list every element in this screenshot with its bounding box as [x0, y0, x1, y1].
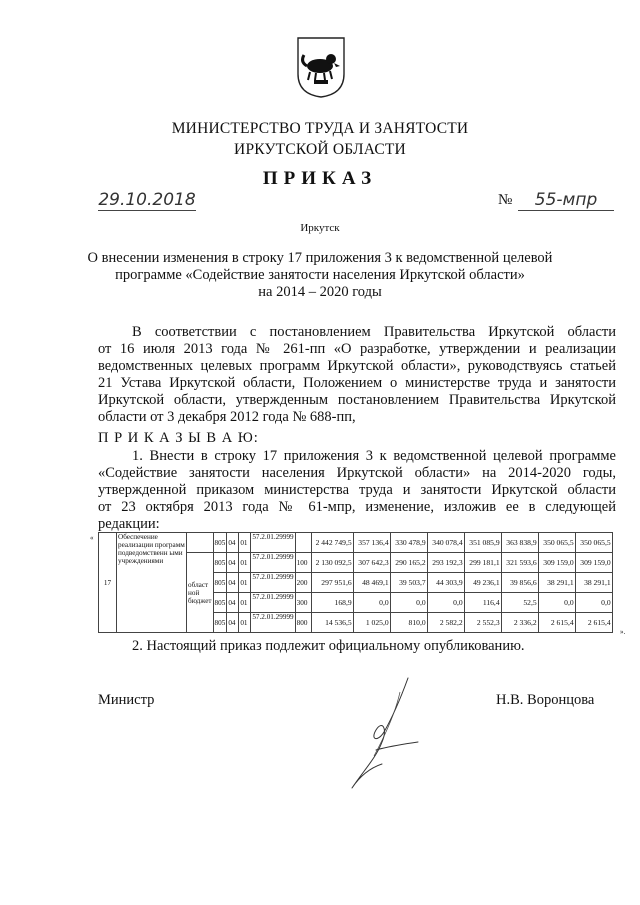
table-cell: 01 — [239, 613, 251, 633]
paragraph-line: области от 3 декабря 2012 года № 688-пп, — [98, 409, 356, 425]
table-cell: 2 615,4 — [538, 613, 575, 633]
table-cell: 307 642,3 — [353, 553, 390, 573]
table-cell: 01 — [239, 593, 251, 613]
budget-source: област ной бюджет — [187, 553, 214, 633]
table-cell: 52,5 — [501, 593, 538, 613]
subject-line: программе «Содействие занятости населения Иркутской области» — [115, 267, 525, 283]
paragraph-line: В соответствии с постановлением Правительства Иркутской области — [132, 324, 616, 340]
table-cell: 293 192,3 — [427, 553, 464, 573]
table-cell: 39 856,6 — [501, 573, 538, 593]
table-cell: 100 — [295, 553, 311, 573]
table-cell: 57.2.01.29999 — [251, 573, 295, 593]
table-cell: 57.2.01.29999 — [251, 533, 295, 553]
paragraph-line: редакции: — [98, 516, 160, 532]
table-cell: 14 536,5 — [311, 613, 353, 633]
table-cell: 57.2.01.29999 — [251, 593, 295, 613]
table-cell: 810,0 — [390, 613, 427, 633]
ministry-name-line1: МИНИСТЕРСТВО ТРУДА И ЗАНЯТОСТИ — [171, 120, 469, 137]
table-cell: 2 442 749,5 — [311, 533, 353, 553]
table-cell: 0,0 — [575, 593, 612, 613]
table-cell: 38 291,1 — [538, 573, 575, 593]
table-cell: 39 503,7 — [390, 573, 427, 593]
paragraph-line: 21 Устава Иркутской области, Положением о министерстве труда и занятости — [98, 375, 616, 391]
document-type-title: ПРИКАЗ — [262, 168, 378, 189]
paragraph-line: от 16 июля 2013 года № 261-пп «О разработке, утверждении и реализации — [98, 341, 616, 357]
table-cell: 2 130 092,5 — [311, 553, 353, 573]
table-cell: 0,0 — [390, 593, 427, 613]
table-cell: 299 181,1 — [464, 553, 501, 573]
paragraph-line: ведомственных целевых программ Иркутской области», руководствуясь статьей — [98, 358, 616, 374]
close-quote: ». — [620, 628, 626, 636]
table-cell: 1 025,0 — [353, 613, 390, 633]
table-cell: 350 065,5 — [575, 533, 612, 553]
table-cell: 04 — [227, 533, 239, 553]
table-cell: 805 — [213, 593, 227, 613]
table-row — [99, 533, 613, 553]
document-number: 55-мпр — [518, 190, 614, 211]
table-cell: 01 — [239, 533, 251, 553]
table-cell: 363 838,9 — [501, 533, 538, 553]
table-cell: 168,9 — [311, 593, 353, 613]
table-cell: 44 303,9 — [427, 573, 464, 593]
table-cell: 2 582,2 — [427, 613, 464, 633]
handwritten-signature — [330, 670, 440, 800]
ministry-name-line2: ИРКУТСКОЙ ОБЛАСТИ — [234, 141, 406, 158]
table-cell: 116,4 — [464, 593, 501, 613]
table-cell: 800 — [295, 613, 311, 633]
table-cell: 2 336,2 — [501, 613, 538, 633]
table-cell: 351 085,9 — [464, 533, 501, 553]
table-cell: 340 078,4 — [427, 533, 464, 553]
paragraph-line: утвержденной приказом министерства труда и занятости Иркутской области — [98, 482, 616, 498]
empty-cell — [187, 533, 214, 553]
signatory-name: Н.В. Воронцова — [496, 692, 595, 708]
clause-1-paragraph — [98, 448, 616, 533]
table-cell: 01 — [239, 573, 251, 593]
paragraph-line: Иркутской области, утвержденным постановлением Правительства Иркутской — [98, 392, 616, 408]
coat-of-arms-emblem — [296, 36, 346, 98]
table-cell: 0,0 — [538, 593, 575, 613]
table-cell: 04 — [227, 553, 239, 573]
table-cell: 309 159,0 — [575, 553, 612, 573]
order-word: П Р И К А З Ы В А Ю: — [98, 430, 259, 446]
clause-2-paragraph: 2. Настоящий приказ подлежит официальному опубликованию. — [132, 638, 525, 654]
table-cell: 330 478,9 — [390, 533, 427, 553]
paragraph-line: 1. Внести в строку 17 приложения 3 к ведомственной целевой программе — [132, 448, 616, 464]
order-subject — [80, 250, 560, 301]
subject-line: на 2014 – 2020 годы — [258, 284, 382, 300]
table-cell: 57.2.01.29999 — [251, 553, 295, 573]
table-cell: 48 469,1 — [353, 573, 390, 593]
signatory-position: Министр — [98, 692, 155, 708]
paragraph-line: от 23 октября 2013 года № 61-мпр, изменение, изложив ее в следующей — [98, 499, 616, 515]
table-cell: 805 — [213, 613, 227, 633]
table-cell: 350 065,5 — [538, 533, 575, 553]
table-cell: 321 593,6 — [501, 553, 538, 573]
table-cell: 805 — [213, 553, 227, 573]
table-cell: 290 165,2 — [390, 553, 427, 573]
table-cell: 04 — [227, 613, 239, 633]
table-cell: 01 — [239, 553, 251, 573]
table-cell: 2 615,4 — [575, 613, 612, 633]
table-cell: 04 — [227, 593, 239, 613]
table-cell — [295, 533, 311, 553]
open-quote: « — [90, 534, 94, 542]
table-cell: 805 — [213, 573, 227, 593]
table-cell: 2 552,3 — [464, 613, 501, 633]
document-date: 29.10.2018 — [98, 190, 196, 210]
subject-line: О внесении изменения в строку 17 приложения 3 к ведомственной целевой — [87, 250, 553, 266]
table-cell: 49 236,1 — [464, 573, 501, 593]
table-cell: 04 — [227, 573, 239, 593]
row-description: Обеспечение реализации программ подведомственн ыми учреждениями — [117, 533, 187, 633]
table-cell: 300 — [295, 593, 311, 613]
table-cell: 57.2.01.29999 — [251, 613, 295, 633]
city-name: Иркутск — [300, 222, 340, 234]
table-cell: 309 159,0 — [538, 553, 575, 573]
preamble-paragraph — [98, 324, 616, 426]
row-number: 17 — [99, 533, 117, 633]
paragraph-line: «Содействие занятости населения Иркутской области» на 2014-2020 годы, — [98, 465, 616, 481]
program-table — [98, 532, 613, 633]
table-cell: 0,0 — [427, 593, 464, 613]
table-cell: 38 291,1 — [575, 573, 612, 593]
table-cell: 297 951,6 — [311, 573, 353, 593]
table-cell: 357 136,4 — [353, 533, 390, 553]
table-cell: 0,0 — [353, 593, 390, 613]
table-cell: 200 — [295, 573, 311, 593]
number-label: № — [498, 192, 513, 208]
table-cell: 805 — [213, 533, 227, 553]
